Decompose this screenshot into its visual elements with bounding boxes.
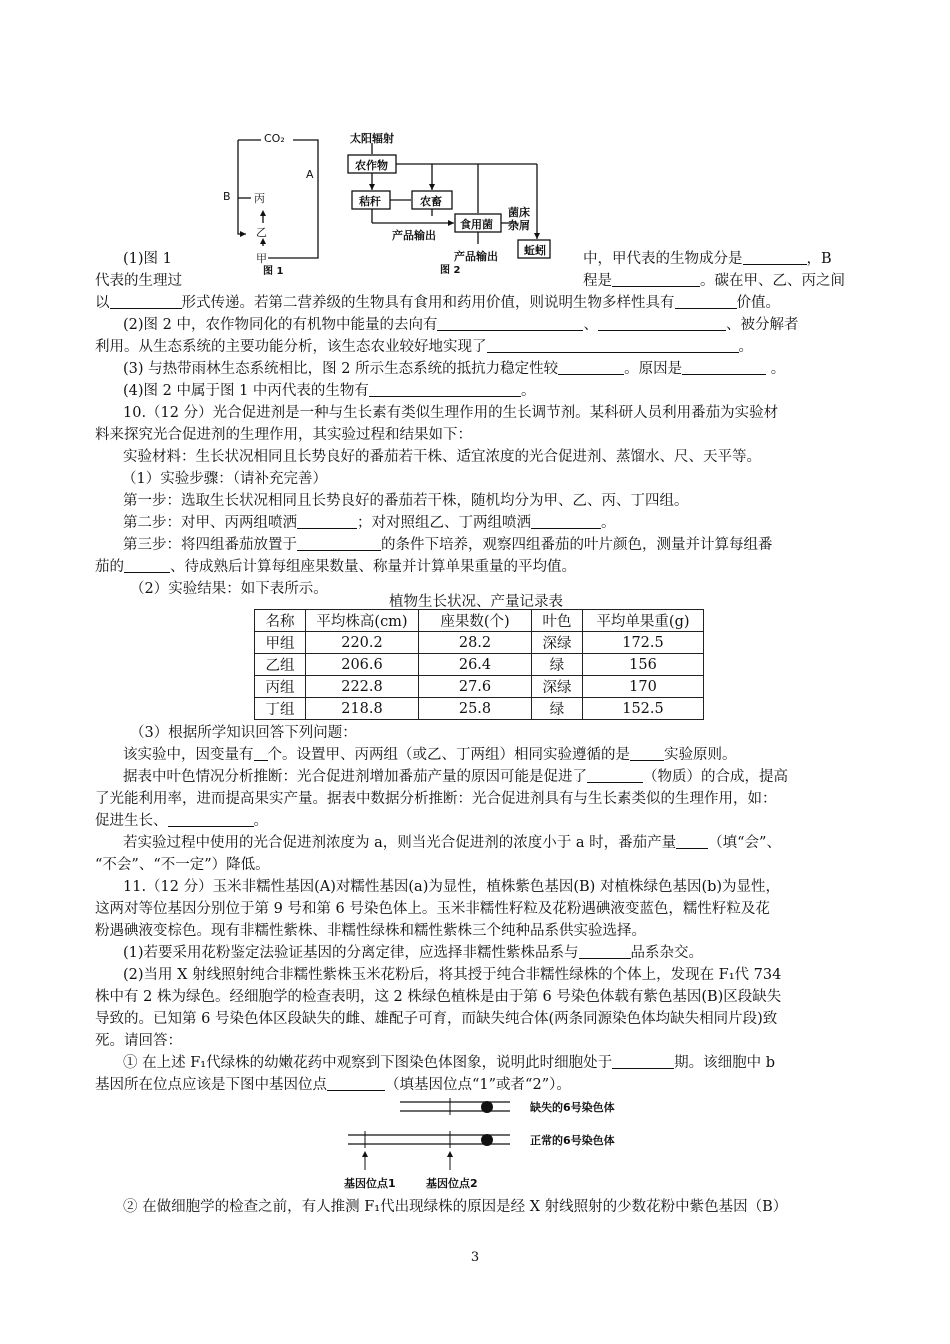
table-cell: 27.6 (419, 676, 532, 698)
table-cell: 206.6 (306, 654, 419, 676)
q9-l2b: 程是 (583, 273, 612, 289)
q11-p5: (2)当用 X 射线照射纯合非糯性紫株玉米花粉后，将其授于纯合非糯性绿株的个体上，发现在 F₁代 734 (123, 967, 782, 983)
table-header: 名称 (255, 610, 306, 632)
q10-p10: （3）根据所学知识回答下列问题： (130, 725, 357, 741)
q10-p11a: 该实验中，因变量有 (123, 747, 254, 763)
table-header-row (255, 610, 704, 632)
figure-2 (342, 128, 557, 276)
q10-p11b: 个。设置甲、丙两组（或乙、丁两组）相同实验遵循的是 (267, 747, 630, 763)
q10-p12a: 据表中叶色情况分析推断：光合促进剂增加番茄产量的原因可能是促进了 (123, 769, 587, 785)
answer-blank[interactable] (254, 745, 268, 761)
table-cell: 222.8 (306, 676, 419, 698)
table-cell: 220.2 (306, 632, 419, 654)
fig1-label: 图 1 (263, 266, 284, 277)
table-row (255, 676, 704, 698)
q10-p6a: 第二步：对甲、丙两组喷洒 (123, 515, 297, 531)
locus-1-label: 基因位点1 (344, 1177, 396, 1190)
chrom-normal-label: 正常的6号染色体 (530, 1134, 615, 1147)
answer-blank[interactable] (598, 315, 726, 331)
fig2-worm: 蚯蚓 (524, 244, 546, 257)
answer-blank[interactable] (612, 271, 700, 287)
q10-p12 (95, 766, 860, 788)
q11-p10a: 基因所在位点应该是下图中基因位点 (95, 1077, 327, 1093)
fig2-label: 图 2 (440, 265, 461, 276)
table-cell: 绿 (532, 698, 583, 720)
q9-line-7 (95, 380, 860, 402)
q10-p1: 10.（12 分）光合促进剂是一种与生长素有类似生理作用的生长调节剂。某科研人员利用番茄为实验材 (123, 405, 779, 421)
table-cell: 丙组 (255, 676, 306, 698)
fig2-output1: 产品输出 (392, 229, 436, 242)
fig1-b: B (223, 190, 231, 203)
q11-p4a: (1)若要采用花粉鉴定法验证基因的分离定律，应选择非糯性紫株品系与 (123, 945, 579, 961)
q11-p7: 导致的。已知第 6 号染色体区段缺失的雌、雄配子可育，而缺失纯合体(两条同源染色体均缺失相同片段)致 (95, 1011, 778, 1027)
answer-blank[interactable] (327, 1075, 385, 1091)
answer-blank[interactable] (297, 535, 381, 551)
answer-blank[interactable] (630, 745, 664, 761)
table-cell: 152.5 (583, 698, 704, 720)
answer-blank[interactable] (531, 513, 601, 529)
q10-p11c: 实验原则。 (664, 747, 737, 763)
table-cell: 156 (583, 654, 704, 676)
q9-l6b: 。原因是 (624, 361, 683, 377)
q10-p15b: （填“会”、 (708, 835, 781, 851)
q9-line-4 (95, 314, 860, 336)
table-cell: 172.5 (583, 632, 704, 654)
answer-blank[interactable] (110, 293, 182, 309)
answer-blank[interactable] (682, 359, 766, 375)
q11-p10b: （填基因位点“1”或者“2”）。 (385, 1077, 571, 1093)
answer-blank[interactable] (124, 557, 170, 573)
q10-p12b: （物质）的合成，提高 (643, 769, 788, 785)
table-cell: 绿 (532, 654, 583, 676)
q11-p9a: ① 在上述 F₁代绿株的幼嫩花药中观察到下图染色体图象，说明此时细胞处于 (123, 1055, 613, 1071)
q9-l3b: 形式传递。若第二营养级的生物具有食用和药用价值，则说明生物多样性具有 (181, 295, 675, 311)
answer-blank[interactable] (587, 767, 643, 783)
q10-p14 (95, 810, 860, 832)
fig1-yi: 乙 (256, 226, 267, 239)
q10-p7 (95, 534, 860, 556)
table-title: 植物生长状况、产量记录表 (389, 594, 563, 610)
q10-p6 (95, 512, 860, 534)
q9-l4c: 、被分解者 (725, 317, 799, 333)
chrom-missing-label: 缺失的6号染色体 (530, 1101, 615, 1114)
q10-p15 (95, 832, 860, 854)
q10-p16: “不会”、“不一定”）降低。 (95, 857, 270, 873)
q9-l1c: ，B (806, 251, 832, 267)
q10-p7b: 的条件下培养，观察四组番茄的叶片颜色，测量并计算每组番 (381, 537, 773, 553)
q9-l5a: 利用。从生态系统的主要功能分析，该生态农业较好地实现了 (95, 339, 487, 355)
fig2-sun: 太阳辐射 (350, 132, 394, 145)
q10-p6c: 。 (601, 515, 616, 531)
q9-l2c: 。碳在甲、乙、丙之间 (700, 273, 845, 289)
q10-p9: （2）实验结果：如下表所示。 (130, 581, 328, 597)
table-cell: 深绿 (532, 632, 583, 654)
q11-p2: 这两对等位基因分别位于第 9 号和第 6 号染色体上。玉米非糯性籽粒及花粉遇碘液变蓝色，糯性籽粒及花 (95, 901, 770, 917)
page-number: 3 (470, 1250, 480, 1265)
answer-blank[interactable] (743, 249, 807, 265)
q10-p6b: ；对对照组乙、丁两组喷洒 (357, 515, 531, 531)
q9-l6c: 。 (766, 361, 786, 377)
q9-l7b: 。 (520, 383, 536, 399)
q9-l6a: (3) 与热带雨林生态系统相比，图 2 所示生态系统的抵抗力稳定性较 (123, 361, 559, 377)
table-cell: 28.2 (419, 632, 532, 654)
q10-p14b: 。 (253, 813, 268, 829)
fig2-fungus: 食用菌 (460, 218, 493, 231)
q9-l4b: 、 (583, 317, 598, 333)
table-cell: 丁组 (255, 698, 306, 720)
q10-p2: 料来探究光合促进剂的生理作用，其实验过程和结果如下： (95, 427, 472, 443)
fig2-output2: 产品输出 (454, 250, 498, 263)
answer-blank[interactable] (558, 359, 624, 375)
q9-l2a: 代表的生理过 (95, 273, 182, 289)
q11-p10 (95, 1074, 860, 1096)
q9-l1b: 中，甲代表的生物成分是 (583, 251, 743, 267)
answer-blank[interactable] (487, 337, 739, 353)
fig1-co2: CO₂ (264, 132, 285, 145)
q10-p3: 实验材料：生长状况相同且长势良好的番茄若干株、适宜浓度的光合促进剂、蒸馏水、尺、天平等。 (123, 449, 761, 465)
chromosome-figure (340, 1096, 660, 1196)
table-header: 平均株高(cm) (306, 610, 419, 632)
q9-line-6 (95, 358, 860, 380)
q9-l7a: (4)图 2 中属于图 1 中丙代表的生物有 (123, 383, 369, 399)
q11-p4 (95, 942, 860, 964)
fig2-bed2: 杂屑 (508, 219, 530, 232)
q9-l1a: (1)图 1 (123, 251, 172, 267)
fig2-livestock: 农畜 (420, 195, 442, 208)
answer-blank[interactable] (437, 315, 583, 331)
answer-blank[interactable] (168, 811, 254, 827)
table-cell: 218.8 (306, 698, 419, 720)
figure-1 (218, 128, 328, 277)
answer-blank[interactable] (676, 833, 708, 849)
table-cell: 乙组 (255, 654, 306, 676)
fig2-crop: 农作物 (355, 159, 388, 172)
record-table (254, 609, 704, 720)
q10-p5: 第一步：选取生长状况相同且长势良好的番茄若干株，随机均分为甲、乙、丙、丁四组。 (123, 493, 689, 509)
q11-p3: 粉遇碘液变棕色。现有非糯性紫株、非糯性绿株和糯性紫株三个纯种品系供实验选择。 (95, 923, 646, 939)
q10-p8b: 、待成熟后计算每组座果数量、称量并计算单果重量的平均值。 (170, 559, 576, 575)
answer-blank[interactable] (369, 381, 521, 397)
answer-blank[interactable] (579, 943, 631, 959)
fig1-jia: 甲 (256, 252, 267, 265)
q10-p8a: 茄的 (95, 559, 124, 575)
figure-1-diagram (218, 128, 328, 273)
q10-p8 (95, 556, 860, 578)
fig1-a: A (306, 168, 314, 181)
q9-line-5 (95, 336, 860, 358)
q9-l3a: 以 (95, 295, 110, 311)
q11-p8: 死。请回答： (95, 1033, 182, 1049)
table-row (255, 654, 704, 676)
q10-p15a: 若实验过程中使用的光合促进剂浓度为 a，则当光合促进剂的浓度小于 a 时，番茄产量 (123, 835, 677, 851)
answer-blank[interactable] (297, 513, 357, 529)
table-cell: 170 (583, 676, 704, 698)
locus-2-label: 基因位点2 (426, 1177, 478, 1190)
fig2-straw: 秸秆 (359, 195, 381, 208)
table-cell: 25.8 (419, 698, 532, 720)
fig2-bed: 菌床 (508, 206, 530, 219)
q11-p4b: 品系杂交。 (630, 945, 704, 961)
table-header: 平均单果重(g) (583, 610, 704, 632)
table-cell: 深绿 (532, 676, 583, 698)
q10-p14a: 促进生长、 (95, 813, 168, 829)
table-row (255, 632, 704, 654)
q11-p1: 11.（12 分）玉米非糯性基因(A)对糯性基因(a)为显性，植株紫色基因(B) 对植株绿色基因(b)为显性， (123, 879, 781, 895)
answer-blank[interactable] (675, 293, 737, 309)
q11-p11: ② 在做细胞学的检查之前，有人推测 F₁代出现绿株的原因是经 X 射线照射的少数花粉中紫色基因（B） (123, 1199, 788, 1215)
q9-l3c: 价值。 (736, 295, 780, 311)
fig1-bing: 丙 (254, 192, 265, 205)
q10-p4: （1）实验步骤：（请补充完善） (122, 471, 327, 487)
q11-p9b: 期。该细胞中 b (674, 1055, 775, 1071)
q10-p11 (95, 744, 860, 766)
table-header: 叶色 (532, 610, 583, 632)
table-header: 座果数(个) (419, 610, 532, 632)
answer-blank[interactable] (612, 1053, 674, 1069)
q9-l4a: (2)图 2 中，农作物同化的有机物中能量的去向有 (123, 317, 438, 333)
q9-line-3 (95, 292, 860, 314)
q10-p13: 了光能利用率，进而提高果实产量。据表中数据分析推断：光合促进剂具有与生长素类似的生理作用，如： (95, 791, 777, 807)
table-cell: 26.4 (419, 654, 532, 676)
table-row (255, 698, 704, 720)
q10-p7a: 第三步：将四组番茄放置于 (123, 537, 297, 553)
q9-l5b: 。 (738, 339, 753, 355)
q11-p9 (95, 1052, 860, 1074)
q11-p6: 株中有 2 株为绿色。经细胞学的检查表明，这 2 株绿色植株是由于第 6 号染色体载有紫色基因(B)区段缺失 (95, 989, 782, 1005)
table-cell: 甲组 (255, 632, 306, 654)
